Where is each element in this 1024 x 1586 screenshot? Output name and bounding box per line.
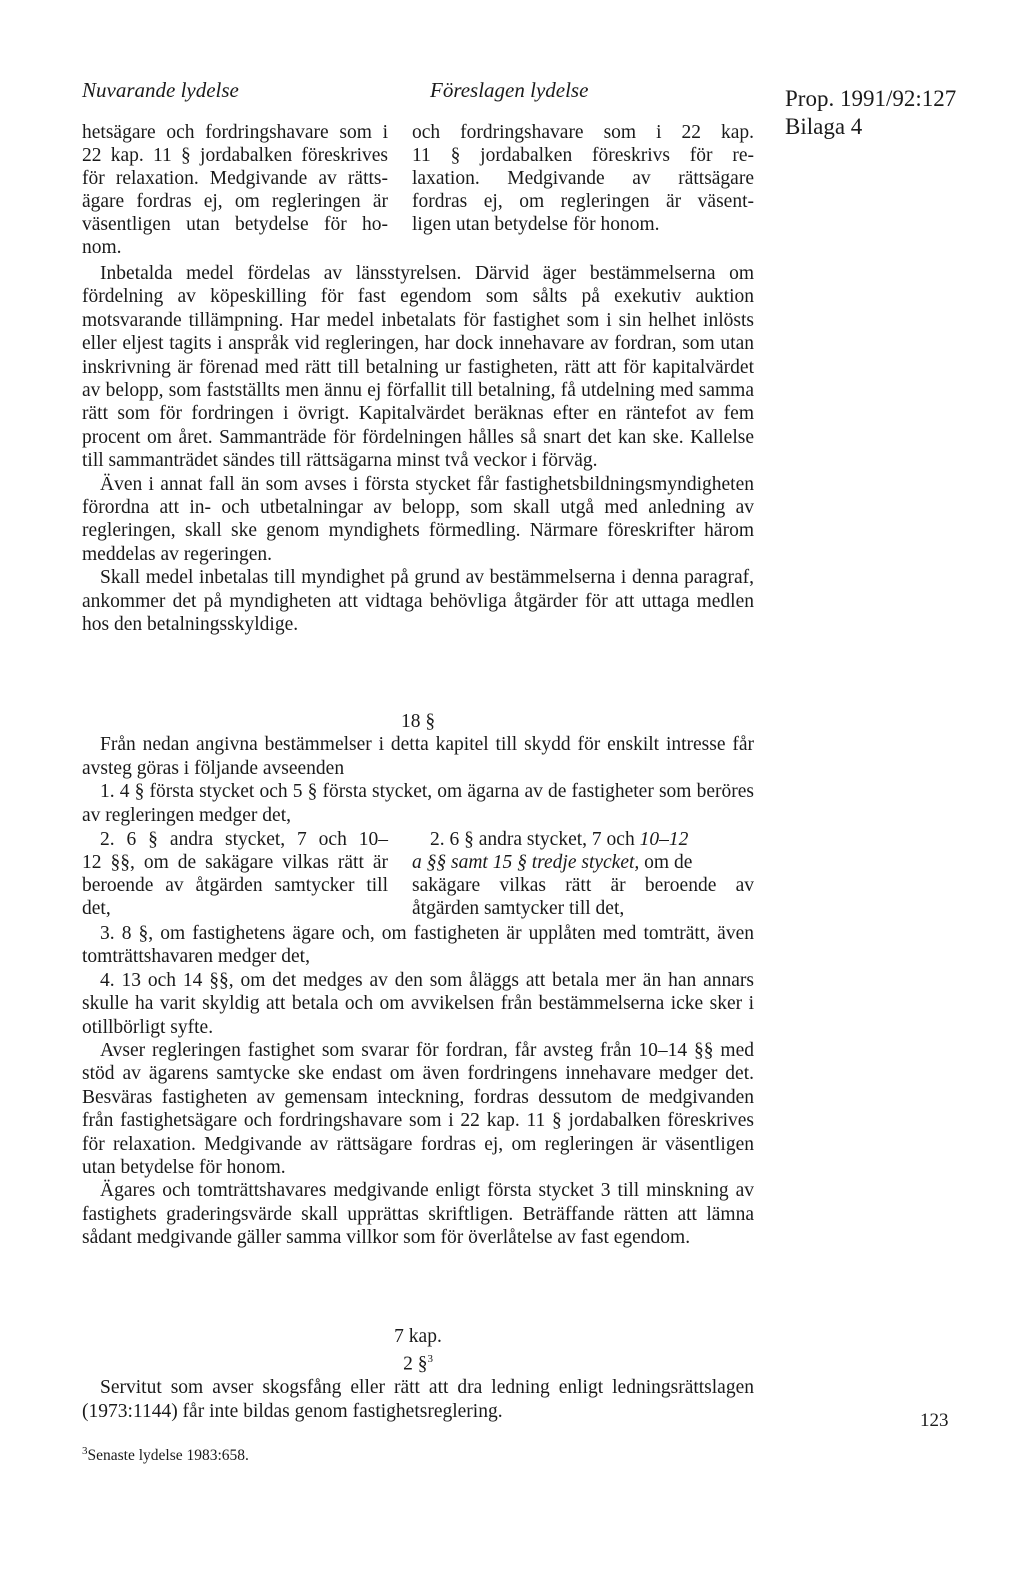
section-18-continued [82, 922, 754, 1250]
compare-line: sakägare vilkas rätt är beroende av [412, 875, 754, 896]
compare-line: hetsägare och fordringshavare som i [82, 122, 388, 143]
compare-line: laxation. Medgivande av rättsägare [412, 168, 754, 189]
top-compare-right [412, 121, 754, 236]
prop-number: Prop. 1991/92:127 [785, 86, 957, 111]
footnote-mark: 3 [82, 1445, 88, 1457]
appendix-label: Bilaga 4 [785, 114, 863, 139]
compare-line: ägare fordras ej, om regleringen är [82, 191, 388, 212]
section-17-body [82, 262, 754, 637]
compare-line: och fordringshavare som i 22 kap. [412, 122, 754, 143]
compare-line: beroende av åtgärden samtycker till [82, 875, 388, 896]
list-item: 3. 8 §, om fastighetens ägare och, om fastigheten är upplåten med tomträtt, även tomträttshavaren medger det, [82, 923, 754, 968]
compare-line: 11 § jordabalken föreskrivs för re- [412, 145, 754, 166]
chapter-7 [82, 1325, 754, 1423]
page-number: 123 [920, 1410, 949, 1431]
compare-line: för relaxation. Medgivande av rätts- [82, 168, 388, 189]
list-item: 1. 4 § första stycket och 5 § första stycket, om ägarna av de fastigheter som beröres av regleringen medger det, [82, 781, 754, 826]
paragraph: Avser regleringen fastighet som svarar för fordran, får avsteg från 10–14 §§ med stöd av ägarens samtycke ske endast om även fordringens innehavare medger det. Besväras fastigheten av gemensam inteckning, fordras dessutom de medgivanden från fastighetsägare och fordringshavare som i 22 kap. 11 § jordabalken föreskrives för relaxation. Medgivande av rättsägare fordras ej, om regleringen är väsentligen utan betydelse för honom. [82, 1040, 754, 1179]
header-current-wording: Nuvarande lydelse [82, 78, 239, 102]
compare-line: 12 §§, om de sakägare vilkas rätt är [82, 852, 388, 873]
footnote [82, 1445, 249, 1465]
paragraph: Inbetalda medel fördelas av länsstyrelsen. Därvid äger bestämmelserna om fördelning av köpeskilling för fast egendom som sålts på exekutiv auktion motsvarande tillämpning. Har medel inbetalats för fastighet som i sin helhet inlösts eller eljest tagits i anspråk vid regleringen, har dock innehavare av fordran, som utan inskrivning är förenad med rätt till betalning ur fastigheten, rätt att för kapitalvärdet av belopp, som fastställts men ännu ej förfallit till betalning, få utdelning med samma rätt som för fordringen i övrigt. Kapitalvärdet beräknas efter en räntefot av fem procent om året. Sammanträde för fördelningen hålles så snart det kan ske. Kallelse till sammanträdet sändes till rättsägarna minst två veckor i förväg. [82, 263, 754, 472]
margin-reference [785, 85, 956, 141]
compare-line: a §§ samt 15 § tredje stycket, om de [412, 852, 693, 873]
section-heading: 18 § [400, 711, 436, 732]
section-heading: 2 §$^3$ [403, 1353, 433, 1375]
compare-line: åtgärden samtycker till det, [412, 898, 625, 919]
compare-line: fordras ej, om regleringen är väsent- [412, 191, 754, 212]
item2-right [412, 828, 754, 920]
compare-line: 2. 6 § andra stycket, 7 och 10– [100, 829, 388, 850]
top-compare-left [82, 121, 388, 259]
footnote-text: Senaste lydelse 1983:658. [87, 1447, 249, 1465]
chapter-heading: 7 kap. [394, 1326, 442, 1347]
compare-line: ligen utan betydelse för honom. [412, 214, 660, 235]
compare-line: det, [82, 898, 111, 919]
compare-line: väsentligen utan betydelse för ho- [82, 214, 388, 235]
item2-left [82, 828, 388, 920]
compare-line: nom. [82, 237, 122, 258]
paragraph: Från nedan angivna bestämmelser i detta kapitel till skydd för enskilt intresse får avsteg göras i följande avseenden [82, 734, 754, 779]
section-18 [82, 710, 754, 827]
paragraph: Ägares och tomträttshavares medgivande enligt första stycket 3 till minskning av fastighets graderingsvärde skall upprättas skriftligen. Beträffande rätten att lämna sådant medgivande gäller samma villkor som för överlåtelse av fast egendom. [82, 1180, 754, 1249]
compare-line: 2. 6 § andra stycket, 7 och 10–12 [430, 829, 689, 850]
list-item: 4. 13 och 14 §§, om det medges av den som åläggs att betala mer än han annars skulle ha varit skyldig att betala och om avvikelsen från bestämmelserna icke sker i otillbörligt syfte. [82, 969, 754, 1038]
header-proposed-wording: Föreslagen lydelse [430, 78, 589, 102]
paragraph: Servitut som avser skogsfång eller rätt att dra ledning enligt ledningsrättslagen (1973:1144) får inte bildas genom fastighetsreglering. [82, 1377, 754, 1422]
footnote-ref: 3 [427, 1353, 433, 1366]
paragraph: Även i annat fall än som avses i första stycket får fastighetsbildningsmyndigheten förordna att in- och utbetalningar av belopp, som skall utgå med anledning av regleringen, skall ske genom myndighets förmedling. Närmare föreskrifter härom meddelas av regeringen. [82, 473, 754, 565]
compare-line: 22 kap. 11 § jordabalken föreskrives [82, 145, 388, 166]
paragraph: Skall medel inbetalas till myndighet på grund av bestämmelserna i denna paragraf, ankommer det på myndigheten att vidtaga behövliga åtgärder för att uttaga medlen hos den betalningsskyldige. [82, 567, 754, 636]
